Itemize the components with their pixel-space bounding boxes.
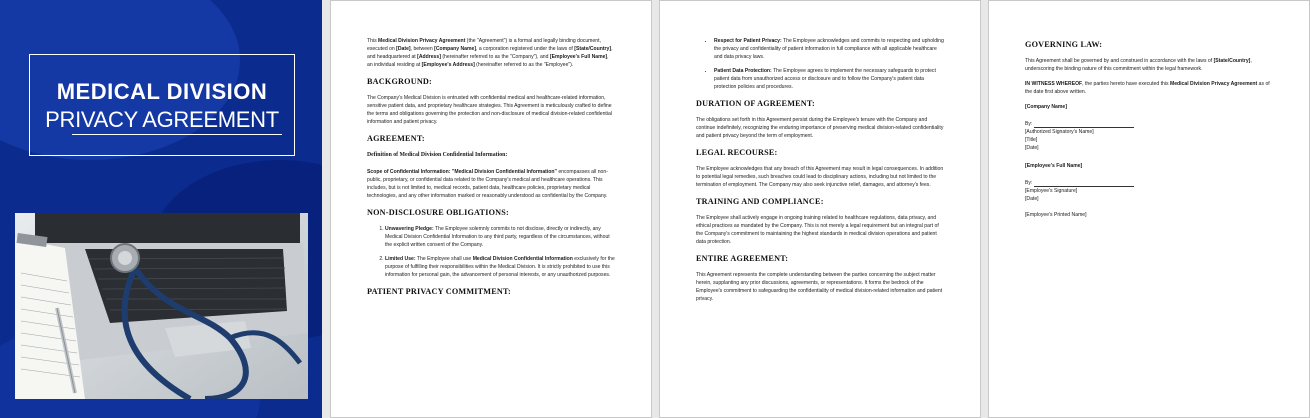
company-name: [Company Name]	[1025, 104, 1067, 110]
cover-title-line1: MEDICAL DIVISION	[56, 79, 268, 104]
background-paragraph: The Company's Medical Division is entrusted with confidential medical and healthcare-related information, sensitive patient data, and proprietary healthcare strategies. This Agreement is meticulously crafted to define the terms and obligations governing the protection and non-disclosure of medical division-related confidential information and patient privacy.	[367, 95, 612, 125]
scope-paragraph: Scope of Confidential Information: "Medical Division Confidential Information" encompasses all non-public, proprietary, or confidential data related to the Company's medical and healthcare operations. This includes, but is not limited to, medical records, patient data, healthcare policies, proprietary medical technologies, and any other information marked or reasonably understood as confidential by the Company.	[367, 169, 608, 199]
cover-page	[0, 0, 322, 418]
duration-heading: DURATION OF AGREEMENT:	[696, 99, 815, 108]
document-page-3	[659, 0, 981, 418]
nondisclosure-list	[367, 225, 615, 279]
signatory-title: [Title]	[1025, 137, 1038, 143]
by-label: By:	[1025, 121, 1033, 127]
document-page-4	[988, 0, 1310, 418]
authorized-signatory: [Authorized Signatory's Name]	[1025, 129, 1094, 135]
governing-law-paragraph: This Agreement shall be governed by and construed in accordance with the laws of [State/Country], underscoring the binding nature of this commitment within the legal framework.	[1025, 58, 1252, 72]
training-paragraph: The Employee shall actively engage in ongoing training related to healthcare regulations, data privacy, and ethical practices as mandated by the Company. This is not merely a legal requirement but an integral part of the Company's commitment to maintaining the highest standards in medical division operations and patient data protection.	[696, 215, 939, 245]
list-item: 2. Limited Use: The Employee shall use Medical Division Confidential Information exclusively for the purpose of fulfilling their responsibilities within the Medical Division. It is strictly prohibited to use this information for personal gain, the advancement of personal interests, or any unauthorized purposes.	[385, 255, 615, 279]
company-signature-block	[1025, 103, 1273, 152]
duration-paragraph: The obligations set forth in this Agreement persist during the Employee's tenure with the Company and continue indefinitely, recognizing the enduring importance of preserving medical division-related confidentiality and patient privacy beyond the term of employment.	[696, 117, 944, 139]
background-heading: BACKGROUND:	[367, 77, 432, 86]
document-page-2	[330, 0, 652, 418]
legal-recourse-heading: LEGAL RECOURSE:	[696, 148, 778, 157]
employee-name: [Employee's Full Name]	[1025, 163, 1083, 169]
intro-paragraph: This Medical Division Privacy Agreement (the "Agreement") is a formal and legally binding document, executed on [Date], between [Company Name], a corporation registered under the laws of [State/Country], and headquartered at [Address] (hereinafter referred to as the "Company"), and [Employee's Full Name], an individual residing at [Employee's Address] (hereinafter referred to as the "Employee").	[367, 38, 613, 68]
definition-subheading: Definition of Medical Division Confidential Information:	[367, 152, 508, 158]
by-label: By:	[1025, 180, 1033, 186]
nondisclosure-heading: NON-DISCLOSURE OBLIGATIONS:	[367, 208, 509, 217]
title-underline	[72, 134, 282, 135]
list-item: • Patient Data Protection: The Employee agrees to implement the necessary safeguards to protect patient data from unauthorized access or disclosure and to follow the Company's patient data protection policies and procedures.	[714, 67, 944, 91]
training-heading: TRAINING AND COMPLIANCE:	[696, 197, 824, 206]
cover-title-line2: PRIVACY AGREEMENT	[45, 107, 279, 132]
list-item: • Respect for Patient Privacy: The Employee acknowledges and commits to respecting and upholding the privacy and confidentiality of patient information in full compliance with all applicable healthcare and data privacy laws.	[714, 37, 944, 61]
witness-paragraph: IN WITNESS WHEREOF, the parties hereto have executed this Medical Division Privacy Agreement as of the date first above written.	[1025, 81, 1270, 95]
cover-photo-laptop-stethoscope	[15, 213, 308, 399]
employee-signature-block	[1025, 162, 1273, 219]
signatory-date: [Date]	[1025, 145, 1039, 151]
legal-recourse-paragraph: The Employee acknowledges that any breach of this Agreement may result in legal consequences. In addition to potential legal remedies, such breaches could lead to disciplinary actions, including but not limited to the termination of employment. The Company may also seek injunctive relief, damages, and attorney's fees.	[696, 166, 944, 188]
employee-printed-name: [Employee's Printed Name]	[1025, 212, 1087, 218]
governing-law-heading: GOVERNING LAW:	[1025, 40, 1103, 49]
cover-title-box	[29, 54, 295, 156]
employee-date: [Date]	[1025, 196, 1039, 202]
employee-signature: [Employee's Signature]	[1025, 188, 1078, 194]
agreement-heading: AGREEMENT:	[367, 134, 425, 143]
patient-privacy-heading: PATIENT PRIVACY COMMITMENT:	[367, 287, 511, 296]
patient-privacy-list	[696, 37, 944, 91]
list-item: 1. Unwavering Pledge: The Employee solemnly commits to not disclose, directly or indirectly, any Medical Division Confidential Information to any third party, regardless of the circumstances, without the explicit written consent of the Company.	[385, 225, 615, 249]
entire-agreement-paragraph: This Agreement represents the complete understanding between the parties concerning the subject matter herein, supplanting any prior discussions, agreements, or representations. It forms the bedrock of the Employee's commitment to safeguarding the confidentiality of medical division-related information and patient privacy.	[696, 272, 943, 302]
entire-agreement-heading: ENTIRE AGREEMENT:	[696, 254, 789, 263]
